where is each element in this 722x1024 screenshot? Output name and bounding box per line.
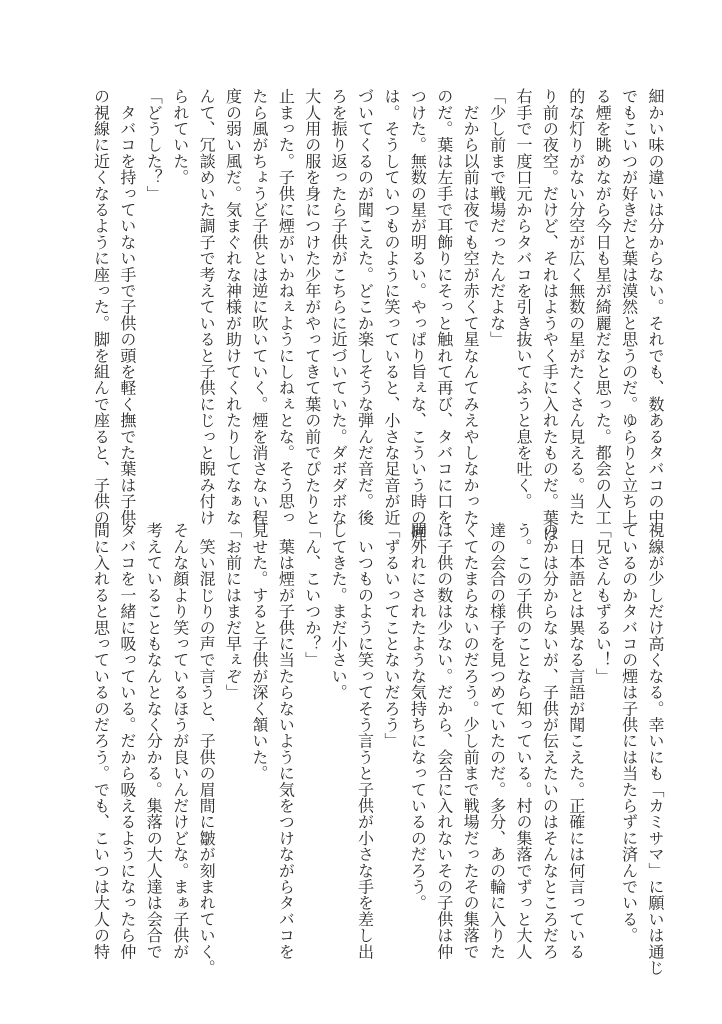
text-line: タバコを一緒に吸っている。だから吸えるようになったら仲 [117,522,137,960]
text-line: 「どうした？」 [144,88,164,202]
text-line: だから以前は夜でも空が赤くて星なんてみえやしなかった [461,88,481,526]
text-line: 「兄さんもずるい！」 [593,522,613,684]
text-block-top [87,88,668,542]
text-line: 度の弱い風だ。気まぐれな神様が助けてくれたりしてなぁな [223,88,243,526]
text-line: いつものように笑ってそう言うと子供が小さな手を差し出 [355,522,375,960]
text-line: 「ずるいってことないだろう」 [381,522,401,749]
text-block-bottom [87,522,668,976]
text-line: 笑い混じりの声で言うと、子供の眉間に皺が刻まれていく。 [197,522,217,976]
text-line: 「お前にはまだ早ぇぞ」 [223,522,243,701]
text-line: でもこいつが好きだと葉は漠然と思うのだ。ゆらりと立ち上 [619,88,639,526]
text-line: は。そうしていつものように笑っていると、小さな足音が近 [381,88,401,526]
text-line: のだ。葉は左手で耳飾りにそっと触れて再び、タバコに口を [434,88,454,526]
text-line: 達の会合の様子を見つめていたのだ。多分、あの輪に入りた [487,522,507,960]
text-line: 間に入れると思っているのだろう。でも、こいつは大人の特 [91,522,111,960]
text-line: 「少し前まで戦場だったんだよな」 [487,88,507,348]
text-line: る煙を眺めながら今日も星が綺麗だなと思った。都会の人工 [593,88,613,526]
text-line: 視線が少しだけ高くなる。幸いにも「カミサマ」に願いは通じ [646,522,665,976]
text-line: ているのかタバコの煙は子供には当たらずに済んでいる。 [619,522,639,944]
text-line: 間外れにされたような気持ちになっているのだろう。 [408,522,428,911]
text-line: そんな顔より笑っているほうが良いんだけどな。まぁ子供が [170,522,190,960]
text-line: 止まった。子供に煙がいかねぇようにしねぇとな。そう思っ [276,88,296,526]
text-line: は子供の数は少ない。だから、会合に入れないその子供は仲 [434,522,454,960]
text-line: 細かい味の違いは分からない。それでも、数あるタバコの中 [646,88,665,526]
text-line: 大人用の服を身につけた少年がやってきて葉の前でぴたりと [302,88,322,526]
text-line: 葉は煙が子供に当たらないように気をつけながらタバコを [276,522,296,960]
text-line: の視線に近くなるように座った。脚を組んで座ると、子供の [91,88,111,526]
text-line: ろを振り返ったら子供がこちらに近づいていた。ダボダボな [329,88,349,526]
text-line: 的な灯りがない分空が広く無数の星がたくさん見える。当た [566,88,586,526]
text-line: タバコを持っていない手で子供の頭を軽く撫でた葉は子供 [117,88,137,526]
text-line: 日本語とは異なる言語が聞こえた。正確には何言っている [566,522,586,960]
text-line: られていた。 [170,88,190,186]
text-line: 見せた。すると子供が深く頷いた。 [249,522,269,782]
text-line: り前の夜空。だけど、それはようやく手に入れたものだ。葉は [540,88,560,542]
text-line: のかは分からないが、子供が伝えたいのはそんなところだろ [540,522,560,960]
text-line: つけた。無数の星が明るい。やっぱり旨ぇな、こういう時の煙 [408,88,428,542]
text-line: たら風がちょうど子供とは逆に吹いていく。煙を消さない程 [249,88,269,526]
text-line: くてたまらないのだろう。少し前まで戦場だったその集落で [461,522,481,960]
text-line: んて、冗談めいた調子で考えていると子供にじっと睨み付け [197,88,217,526]
text-line: う。この子供のことなら知っている。村の集落でずっと大人 [513,522,533,960]
text-line: 「ん、こいつか？」 [302,522,322,668]
text-line: 右手で一度口元からタバコを引き抜いてふうと息を吐く。 [513,88,533,510]
text-line: してきた。まだ小さい。 [329,522,349,701]
text-line: 考えていることもなんとなく分かる。集落の大人達は会合で [144,522,164,960]
text-line: づいてくるのが聞こえた。どこか楽しそうな弾んだ音だ。後 [355,88,375,526]
